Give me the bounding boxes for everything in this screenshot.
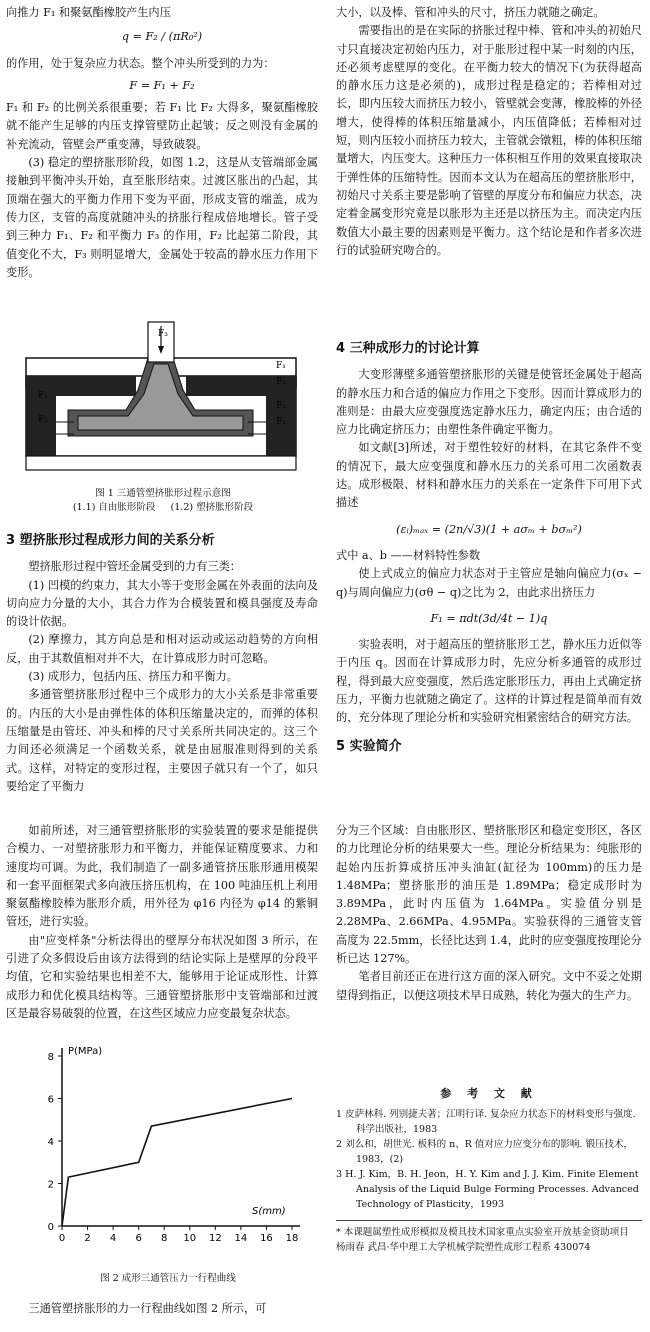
paragraph: 使上式成立的偏应力状态对于主管应是轴向偏应力(σₓ − q)与周向偏应力(σθ − q)之比为 2，由此求出挤压力	[336, 567, 642, 599]
paragraph: 大变形薄壁多通管塑挤胀形的关键是使管坯金属处于超高的静水压力和合适的偏应力作用之下变形。因而计算成形力的准则是：由最大应变强度选定静水压力，确定内压；由合适的应力比确定挤压力；由塑性条件确定平衡力。	[336, 368, 642, 437]
x-tick-label: 10	[183, 1233, 197, 1244]
paragraph: (1) 凹模的约束力，其大小等于变形金属在外表面的法向及切向应力分量的大小，其合力作为合模装置和模具强度及寿命的设计依据。	[6, 578, 318, 629]
footnote-author: 杨雨春 武昌·华中理工大学机械学院塑性成形工程系 430074	[336, 1242, 591, 1253]
label-f2-left: F₂	[38, 415, 48, 425]
footnote-funding: * 本课题属塑性成形模拟及模具技术国家重点实验室开放基金资助项目	[336, 1227, 629, 1238]
figure-1-subcaptions	[8, 501, 318, 515]
label-f3-top: F₃	[158, 329, 168, 339]
paragraph: 需要指出的是在实际的挤胀过程中棒、管和冲头的初始尺寸只直接决定初始内压力，对于胀形过程中某一时刻的内压，还必须考虑壁厚的变化。在平衡力较大的情况下(为获得超高的静水压力这是必须的)，成形过程是稳定的；若棒相对过长，即内压较大而挤压力较小，管壁就会变薄，橡胶棒的外径增大，使得棒的体积压缩量减小，内压值降低；若棒相对过短，则内压较小而挤压力较大，主管就会镦粗，棒的体积压缩量增大，内压变大。这种压力一体积相互作用的效果直接取决于弹性体的压缩特性。因而本文认为在超高压的塑挤胀形中，初始尺寸关系主要是影响了管壁的厚度分布和偏应力状态，决定着金属变形究竟是以胀形为主还是以挤压为主。而决定内压数值大小最主要的因素则是平衡力。这个结论是和作者多次进行的试验研究吻合的。	[336, 24, 642, 257]
paragraph: 大小，以及棒、管和冲头的尺寸，挤压力就随之确定。	[336, 6, 605, 19]
x-tick-label: 16	[260, 1233, 273, 1244]
x-tick-label: 2	[84, 1233, 91, 1244]
section-3	[6, 522, 318, 796]
section-5-title: 5 实验简介	[336, 738, 402, 754]
paragraph: 向推力 F₁ 和聚氨酯橡胶产生内压	[6, 6, 171, 19]
equation-strain: (εᵢ)ₘₐₓ = (2n/√3)(1 + aσₘ + bσₘ²)	[396, 522, 582, 536]
right-column-bottom	[336, 822, 642, 1005]
subcaption-2: (1.2) 塑挤胀形阶段	[170, 502, 254, 513]
paragraph: 笔者目前还正在进行这方面的深入研究。文中不妥之处期望得到指正，以便这项技术早日成熟，转化为强大的生产力。	[336, 970, 642, 1002]
reference-item: 1 皮萨林科. 列别捷夫著；江明行译. 复杂应力状态下的材料变形与强度. 科学出版社，1983	[336, 1109, 636, 1135]
section-3-title: 3 塑挤胀形过程成形力间的关系分析	[6, 533, 215, 548]
left-column-top	[6, 4, 318, 282]
x-tick-label: 6	[135, 1233, 142, 1244]
x-tick-label: 8	[161, 1233, 168, 1244]
x-tick-label: 12	[208, 1233, 222, 1244]
figure-2	[20, 1038, 316, 1288]
paragraph: 多通管塑挤胀形过程中三个成形力的大小关系是非常重要的。内压的大小是由弹性体的体积压缩量决定的，而弹的体积压缩量是由管坯、冲头和棒的尺寸关系所共同决定的。这三个力间还必须满足一个函数关系，就是由屈服准则得到的关系式。这样，对特定的变形过程，主要因子就只有一个了，如只要给定了平衡力	[6, 688, 318, 793]
label-f2-right-b: F₂	[276, 401, 286, 411]
figure-2-chart	[20, 1038, 316, 1268]
paragraph: 式中 a、b ——材料特性参数	[336, 548, 481, 562]
references-title: 参 考 文 献	[440, 1087, 538, 1100]
y-axis-label: P(MPa)	[68, 1046, 103, 1057]
paragraph: 如文献[3]所述，对于塑性较好的材料，在其它条件不变的情况下，最大应变强度和静水压力的关系可用二次函数表达。成形极限、材料和静水压力的关系在一定条件下可用下式描述	[336, 441, 642, 510]
paragraph: (2) 摩擦力，其方向总是和相对运动或运动趋势的方向相反，由于其数值相对并不大，在计算成形力时可忽略。	[6, 633, 318, 665]
equation-f: F = F₁ + F₂	[129, 78, 195, 92]
x-tick-label: 18	[285, 1233, 299, 1244]
label-f1-right-b: F₁	[276, 417, 286, 427]
label-f1-right-a: F₁	[276, 361, 286, 371]
figure-2-caption: 图 2 成形三通管压力一行程曲线	[100, 1273, 236, 1284]
section-4-title: 4 三种成形力的讨论计算	[336, 341, 480, 356]
label-f2-right-a: F₂	[276, 377, 286, 387]
paragraph: 的作用，处于复杂应力状态。整个冲头所受到的力为：	[6, 56, 275, 70]
paragraph: 塑挤胀形过程中管坯金属受到的力有三类：	[28, 560, 241, 574]
paragraph: 如前所述，对三通管塑挤胀形的实验装置的要求是能提供合模力、一对塑挤胀形力和平衡力，并能保证精度要求、力和速度均可调。为此，我们制造了一副多通管挤压胀形通用模架和一套平面框架式多向液压挤压机构，在 100 吨油压机上利用聚氨酯橡胶棒为胀形介质，用外径为 φ16 内径为 φ14 的紫铜管坯，进行实验。	[6, 824, 318, 929]
x-tick-label: 0	[58, 1233, 66, 1244]
subcaption-1: (1.1) 自由胀形阶段	[72, 502, 156, 513]
y-tick-label: 2	[47, 1179, 54, 1191]
figure-1	[8, 318, 318, 518]
reference-item: 3 H. J. Kim，B. H. Jeon，H. Y. Kim and J. J. Kim. Finite Element Analysis of the Liquid Bulge Forming Processes. Advanced Technology of Plasticity，1993	[336, 1169, 639, 1210]
paragraph: 由"应变样条"分析法得出的壁厚分布状况如图 3 所示，在引进了众多假设后由该方法得到的结论实际上是壁厚的分段平均值，它和实验结果也相差不大，能够用于论证成形性、计算成形力和优化模具结构等。三通管塑挤胀形中支管端部和过渡区是最容易破裂的位置，在这些区域应力应变最复杂状态。	[6, 933, 318, 1020]
left-column-bottom	[6, 822, 318, 1023]
left-column-last	[6, 1300, 318, 1318]
y-tick-label: 4	[47, 1137, 54, 1148]
footnote	[336, 1220, 642, 1255]
equation-q: q = F₂ / (πR₀²)	[121, 30, 203, 44]
x-tick-label: 4	[109, 1233, 117, 1244]
paragraph: 分为三个区域：自由胀形区、塑挤胀形区和稳定变形区，各区的力比理论分析的结果要大一些。理论分析结果为：纯胀形的起始内压折算成挤压冲头油缸(缸径为 100mm)的压力是 1.48MPa；塑挤胀形的油压是 1.89MPa；稳定成形时为 3.89MPa，此时内压值为 1.64MPa。实验值分别是 2.28MPa、2.66MPa、4.95MPa。实验获得的三通管支管高度为 22.5mm，长径比达到 1.4，此时的应变强度按理论分析已达 127%。	[336, 824, 642, 966]
paragraph: 三通管塑挤胀形的力一行程曲线如图 2 所示，可	[28, 1302, 267, 1315]
right-column-top	[336, 4, 642, 260]
y-tick-label: 8	[47, 1052, 54, 1063]
figure-1-caption: 图 1 三通管塑挤胀形过程示意图	[95, 488, 231, 499]
section-4	[336, 330, 642, 764]
equation-f1: F₁ = πdt(3d/4t − 1)q	[430, 611, 548, 625]
y-tick-label: 0	[47, 1222, 54, 1233]
label-f1-left: F₁	[38, 391, 48, 401]
reference-item: 2 刘么和，胡世光. 板料的 n、R 值对应力应变分布的影响. 锻压技术，1983，(2)	[336, 1139, 633, 1165]
x-tick-label: 14	[234, 1233, 248, 1244]
y-tick-label: 6	[47, 1094, 54, 1106]
x-axis-label: S(mm)	[252, 1206, 286, 1217]
paragraph: 实验表明，对于超高压的塑挤胀形工艺，静水压力近似等于内压 q。因而在计算成形力时，先应分析多通管的成形过程，得到最大应变强度，然后选定胀形压力，再由上式确定挤压力，平衡力也就随之确定了。这样的计算过程是简单而有效的，充分体现了理论分析和实验研究相紧密结合的研究方法。	[336, 638, 642, 725]
paragraph: F₁ 和 F₂ 的比例关系很重要；若 F₁ 比 F₂ 大得多，聚氨酯橡胶就不能产生足够的内压支撑管壁防止起皱；反之则没有金属的补充流动，管壁会严重变薄，导致破裂。	[6, 101, 318, 151]
references	[336, 1080, 642, 1255]
figure-1-drawing	[8, 318, 318, 483]
paragraph: (3) 成形力，包括内压、挤压力和平衡力。	[28, 670, 238, 684]
paragraph: (3) 稳定的塑挤胀形阶段，如图 1.2，这是从支管端部金属接触到平衡冲头开始，直至胀形结束。过渡区胀出的凸起，其顶端在强大的平衡力作用下变为平面，形成支管的端盖，成为传力区，支管的高度就随冲头的挤胀行程成倍地增长。管子受到三种力 F₁、F₂ 和平衡力 F₃ 的作用，F₂ 比起第二阶段，其值变化不大，F₃ 则明显增大，金属处于较高的静水压力作用下变形。	[6, 156, 318, 279]
